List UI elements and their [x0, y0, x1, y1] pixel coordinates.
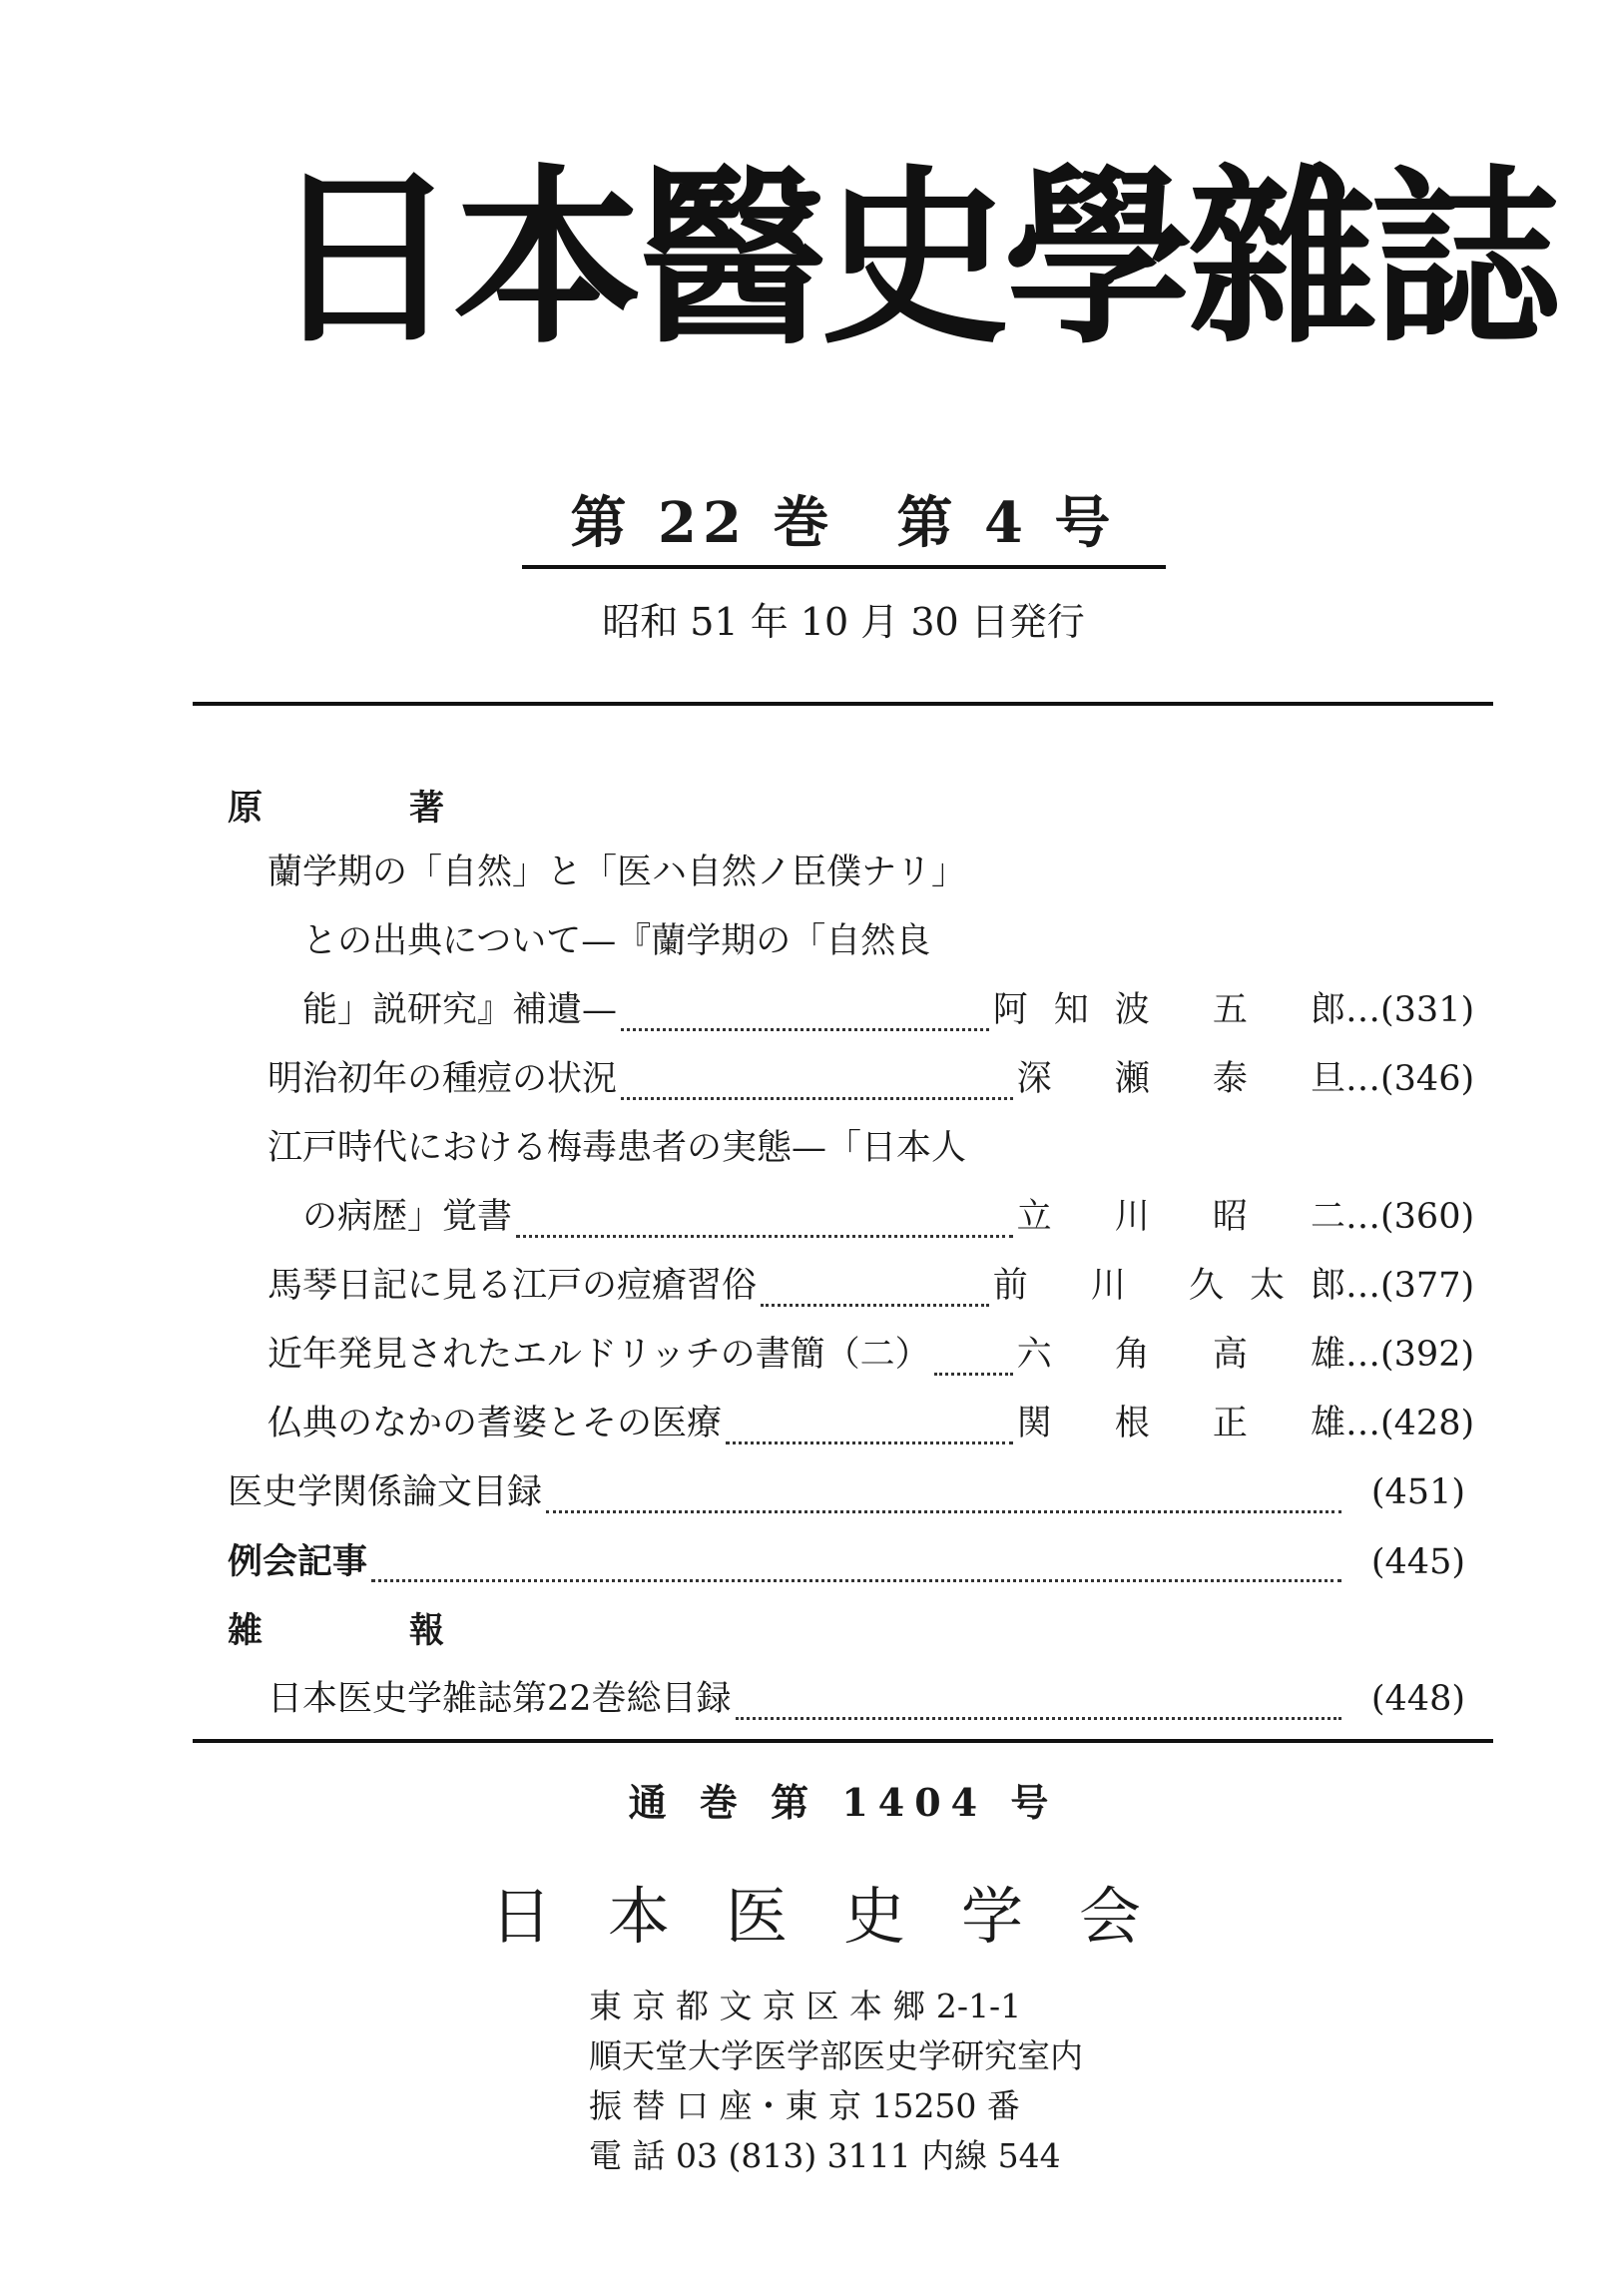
section-heading-misc: 雑 報 [228, 1610, 501, 1651]
toc-entry[interactable] [228, 1390, 1475, 1458]
entry-title: 医史学関係論文目録 [228, 1472, 543, 1512]
dot-leader [736, 1717, 1341, 1720]
entry-page: …(360) [1345, 1197, 1475, 1237]
entry-title: 明治初年の種痘の状況 [267, 1059, 618, 1099]
entry-author: 阿知波 五 郎 [992, 990, 1371, 1030]
entry-page: (451) [1370, 1472, 1465, 1512]
address-line: 東 京 都 文 京 区 本 郷 2-1-1 [589, 1987, 1022, 2025]
issue-number: 第 22 巻 第 4 号 [570, 490, 1117, 556]
entry-author: 深 瀬 泰 旦 [1016, 1059, 1371, 1099]
dot-leader [371, 1579, 1341, 1582]
entry-page: (445) [1370, 1542, 1465, 1582]
entry-title: 例会記事 [228, 1541, 368, 1582]
society-name: 日本医史学会 [489, 1880, 1197, 1953]
toc-top-rule [193, 702, 1493, 706]
section-heading-original: 原 著 [228, 788, 501, 829]
entry-author: 前 川 久太郎 [992, 1266, 1371, 1306]
journal-title: 日本醫史學雜誌 [269, 149, 1556, 369]
entry-author: 六 角 高 雄 [1016, 1335, 1371, 1375]
entry-title-line: 江戸時代における梅毒患者の実態—「日本人 [267, 1128, 967, 1168]
entry-page: …(428) [1345, 1404, 1475, 1443]
entry-title: の病歴」覚書 [302, 1197, 513, 1237]
toc-bottom-rule [193, 1739, 1493, 1743]
entry-title: 能」説研究』補遺— [302, 990, 618, 1030]
dot-leader [516, 1235, 1013, 1238]
entry-title-line: 蘭学期の「自然」と「医ハ自然ノ臣僕ナリ」 [267, 853, 967, 892]
entry-title-line: との出典について—『蘭学期の「自然良 [302, 921, 931, 961]
entry-page: …(346) [1345, 1059, 1475, 1099]
toc-entry-bibliography[interactable] [228, 1458, 1465, 1527]
issue-divider [522, 565, 1166, 569]
dot-leader [761, 1304, 989, 1307]
toc-entry[interactable] [228, 1252, 1475, 1321]
address-block [589, 1982, 1108, 2181]
entry-title: 日本医史学雑誌第22巻総目録 [267, 1679, 732, 1719]
dot-leader [621, 1097, 1013, 1100]
toc-entry[interactable] [228, 1321, 1475, 1390]
toc-entry-index[interactable] [228, 1665, 1465, 1734]
entry-title: 近年発見されたエルドリッチの書簡（二） [267, 1335, 930, 1375]
toc-entry-meeting[interactable] [228, 1527, 1465, 1596]
total-issue-number: 通 巻 第 1404 号 [628, 1780, 1059, 1825]
entry-author: 関 根 正 雄 [1016, 1404, 1371, 1443]
entry-page: …(392) [1345, 1335, 1475, 1375]
toc-entry[interactable] [228, 1114, 1475, 1252]
dot-leader [726, 1441, 1013, 1444]
entry-page: (448) [1370, 1679, 1465, 1719]
toc-entry[interactable] [228, 1045, 1475, 1114]
address-line: 電 話 03 (813) 3111 内線 544 [589, 2136, 1061, 2175]
publication-date: 昭和 51 年 10 月 30 日発行 [602, 600, 1085, 644]
dot-leader [546, 1510, 1341, 1513]
entry-title: 馬琴日記に見る江戸の痘瘡習俗 [267, 1266, 758, 1306]
address-line: 振 替 口 座・東 京 15250 番 [589, 2086, 1020, 2125]
toc-entry[interactable] [228, 839, 1475, 1045]
dot-leader [934, 1373, 1013, 1376]
entry-author: 立 川 昭 二 [1016, 1197, 1371, 1237]
dot-leader [621, 1028, 989, 1031]
entry-title: 仏典のなかの耆婆とその医療 [267, 1404, 723, 1443]
entry-page: …(331) [1345, 990, 1475, 1030]
table-of-contents [228, 779, 1475, 1734]
entry-page: …(377) [1345, 1266, 1475, 1306]
address-line: 順天堂大学医学部医史学研究室内 [589, 2036, 1083, 2075]
